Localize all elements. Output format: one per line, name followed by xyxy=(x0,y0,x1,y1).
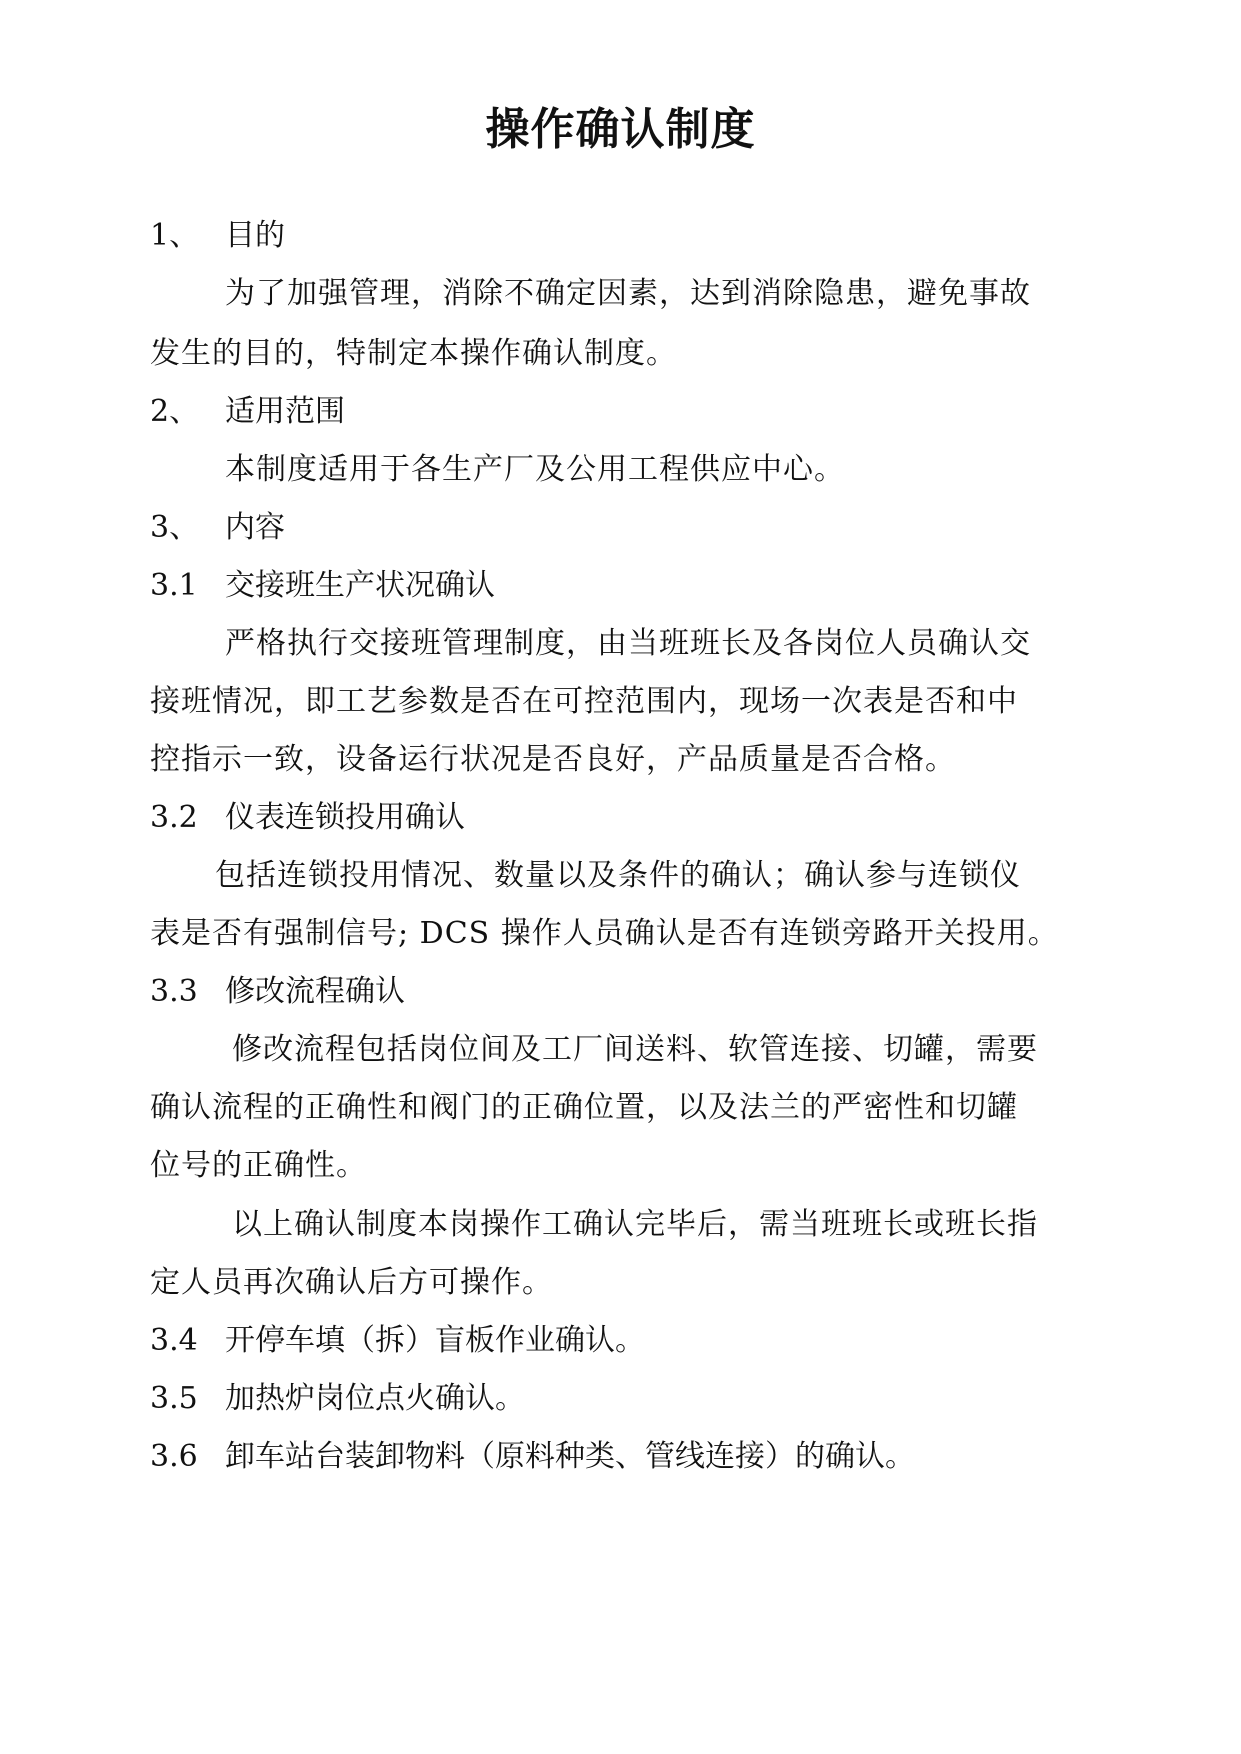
section-label: 卸车站台装卸物料（原料种类、管线连接）的确认。 xyxy=(225,1439,915,1474)
section-label: 开停车填（拆）盲板作业确认。 xyxy=(225,1323,645,1358)
paragraph-line: 定人员再次确认后方可操作。 xyxy=(150,1265,553,1300)
section-label: 目的 xyxy=(225,218,285,253)
section-label: 加热炉岗位点火确认。 xyxy=(225,1381,525,1416)
paragraph-line: 以上确认制度本岗操作工确认完毕后，需当班班长或班长指 xyxy=(232,1207,1038,1242)
section-heading-interlock xyxy=(150,796,465,840)
paragraph-line: 包括连锁投用情况、数量以及条件的确认；确认参与连锁仪 xyxy=(215,858,1021,893)
section-label: 内容 xyxy=(225,510,285,545)
section-heading-purpose xyxy=(150,214,285,258)
section-heading-content xyxy=(150,506,285,550)
section-number: 3.4 xyxy=(150,1323,198,1358)
section-number: 2、 xyxy=(150,394,200,429)
section-label: 交接班生产状况确认 xyxy=(225,568,495,603)
section-label: 适用范围 xyxy=(225,394,345,429)
section-number: 3.2 xyxy=(150,800,198,835)
paragraph-line: 严格执行交接班管理制度，由当班班长及各岗位人员确认交 xyxy=(225,626,1031,661)
paragraph-line: 控指示一致，设备运行状况是否良好，产品质量是否合格。 xyxy=(150,742,956,777)
section-number: 1、 xyxy=(150,218,200,253)
section-heading-handover xyxy=(150,564,495,608)
section-heading-furnace-ignition xyxy=(150,1377,525,1421)
page-title: 操作确认制度 xyxy=(485,104,756,155)
paragraph-line: 表是否有强制信号; DCS 操作人员确认是否有连锁旁路开关投用。 xyxy=(150,916,1059,951)
section-label: 仪表连锁投用确认 xyxy=(225,800,465,835)
section-heading-scope xyxy=(150,390,345,434)
paragraph-line: 接班情况，即工艺参数是否在可控范围内，现场一次表是否和中 xyxy=(150,684,1018,719)
section-number: 3、 xyxy=(150,510,200,545)
section-number: 3.3 xyxy=(150,974,198,1009)
section-heading-blind-plate xyxy=(150,1319,645,1363)
paragraph-line: 修改流程包括岗位间及工厂间送料、软管连接、切罐，需要 xyxy=(232,1032,1038,1067)
paragraph-line: 发生的目的，特制定本操作确认制度。 xyxy=(150,336,677,371)
section-heading-unloading xyxy=(150,1435,915,1479)
section-heading-process-change xyxy=(150,970,405,1014)
paragraph-line: 为了加强管理，消除不确定因素，达到消除隐患，避免事故 xyxy=(225,276,1031,311)
section-number: 3.6 xyxy=(150,1439,198,1474)
section-number: 3.1 xyxy=(150,568,198,603)
paragraph-line: 确认流程的正确性和阀门的正确位置，以及法兰的严密性和切罐 xyxy=(150,1090,1018,1125)
paragraph-line: 本制度适用于各生产厂及公用工程供应中心。 xyxy=(225,452,845,487)
section-label: 修改流程确认 xyxy=(225,974,405,1009)
paragraph-line: 位号的正确性。 xyxy=(150,1148,367,1183)
section-number: 3.5 xyxy=(150,1381,198,1416)
